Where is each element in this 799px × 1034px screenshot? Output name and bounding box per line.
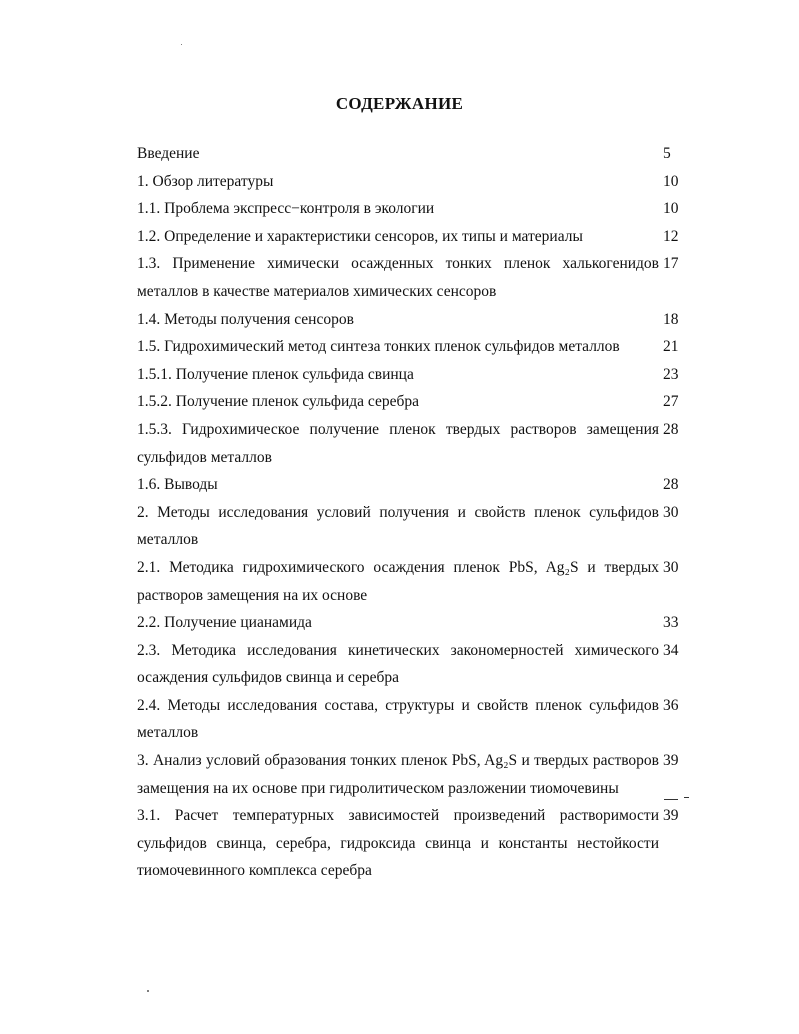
toc-entry-text: 1.6. Выводы	[137, 476, 218, 494]
toc-entry-page: 39	[663, 752, 679, 770]
toc-entry-page: 36	[663, 696, 679, 714]
toc-entry-page: 34	[663, 641, 679, 659]
toc-entry-page: 23	[663, 365, 679, 383]
toc-entry-page: 28	[663, 420, 679, 438]
toc-entry-text: 1.5.1. Получение пленок сульфида свинца	[137, 365, 414, 383]
toc-entry-text: 1.5.3. Гидрохимическое получение пленок твердых растворов замещения сульфидов металлов	[137, 420, 659, 466]
toc-entry-text: 2.3. Методика исследования кинетических закономерностей химического осаждения сульфидов свинца и серебра	[137, 641, 659, 687]
toc-entry-1-4[interactable]	[137, 306, 693, 334]
toc-entry-text: 2.1. Методика гидрохимического осаждения пленок PbS, Ag₂S и твердых растворов замещения на их основе	[137, 558, 659, 604]
toc-entry-text: 1.2. Определение и характеристики сенсоров, их типы и материалы	[137, 227, 583, 245]
toc-entry-text: 1.4. Методы получения сенсоров	[137, 310, 354, 328]
toc-entry-page: 17	[663, 255, 679, 273]
toc-entry-text: 1.5.2. Получение пленок сульфида серебра	[137, 393, 419, 411]
toc-entry-2[interactable]	[137, 499, 693, 554]
toc-entry-page: 21	[663, 338, 679, 356]
scan-artifact-dash	[684, 797, 689, 798]
toc-entry-2-2[interactable]	[137, 609, 693, 637]
toc-entry-text: 2.2. Получение цианамида	[137, 614, 312, 632]
toc-entry-text: 2. Методы исследования условий получения и свойств пленок сульфидов металлов	[137, 503, 659, 549]
scan-artifact-dash	[664, 799, 678, 800]
toc-entry-2-3[interactable]	[137, 637, 693, 692]
toc-entry-3[interactable]	[137, 747, 693, 802]
toc-entry-page: 10	[663, 172, 679, 190]
toc-entry-page: 28	[663, 476, 679, 494]
toc-entry-page: 30	[663, 558, 679, 576]
toc-entry-text: 3. Анализ условий образования тонких пленок PbS, Ag₂S и твердых растворов замещения на их основе при гидролитическом разложении тиомочевины	[137, 752, 659, 797]
toc-entry-2-1[interactable]	[137, 554, 693, 609]
toc-entry-1-1[interactable]	[137, 195, 693, 223]
toc-entry-text: 1. Обзор литературы	[137, 172, 274, 190]
toc-entry-page: 39	[663, 807, 679, 825]
page-title: СОДЕРЖАНИЕ	[335, 94, 464, 113]
toc-entry-1-3[interactable]	[137, 250, 693, 305]
toc-entry-3-1[interactable]	[137, 802, 693, 885]
table-of-contents	[137, 140, 693, 885]
scan-artifact-dot	[147, 990, 149, 992]
toc-entry-1-5[interactable]	[137, 333, 693, 361]
toc-entry-text: 2.4. Методы исследования состава, структуры и свойств пленок сульфидов металлов	[137, 696, 659, 742]
toc-entry-page: 30	[663, 503, 679, 521]
toc-entry-text: 1.3. Применение химически осажденных тонких пленок халькогенидов металлов в качестве материалов химических сенсоров	[137, 255, 659, 300]
toc-entry-page: 10	[663, 200, 679, 218]
toc-entry-1-5-1[interactable]	[137, 361, 693, 389]
toc-entry-page: 5	[663, 145, 671, 162]
toc-entry-page: 27	[663, 393, 679, 411]
toc-entry-1-5-3[interactable]	[137, 416, 693, 471]
toc-entry-text: 3.1. Расчет температурных зависимостей произведений растворимости сульфидов свинца, серебра, гидроксида свинца и константы нестойкости тиомочевинного комплекса серебра	[137, 807, 659, 880]
toc-entry-page: 33	[663, 614, 679, 632]
toc-entry-page: 12	[663, 227, 679, 245]
toc-entry-1-6[interactable]	[137, 471, 693, 499]
toc-entry-1-5-2[interactable]	[137, 388, 693, 416]
toc-entry-2-4[interactable]	[137, 692, 693, 747]
toc-entry-intro[interactable]	[137, 140, 693, 168]
toc-entry-text: 1.1. Проблема экспресс−контроля в экологии	[137, 200, 435, 218]
toc-entry-1[interactable]	[137, 168, 693, 196]
toc-entry-page: 18	[663, 310, 679, 328]
scan-artifact-dot	[181, 44, 182, 45]
toc-entry-1-2[interactable]	[137, 223, 693, 251]
toc-entry-text: Введение	[137, 145, 200, 162]
toc-entry-text: 1.5. Гидрохимический метод синтеза тонких пленок сульфидов металлов	[137, 338, 620, 356]
